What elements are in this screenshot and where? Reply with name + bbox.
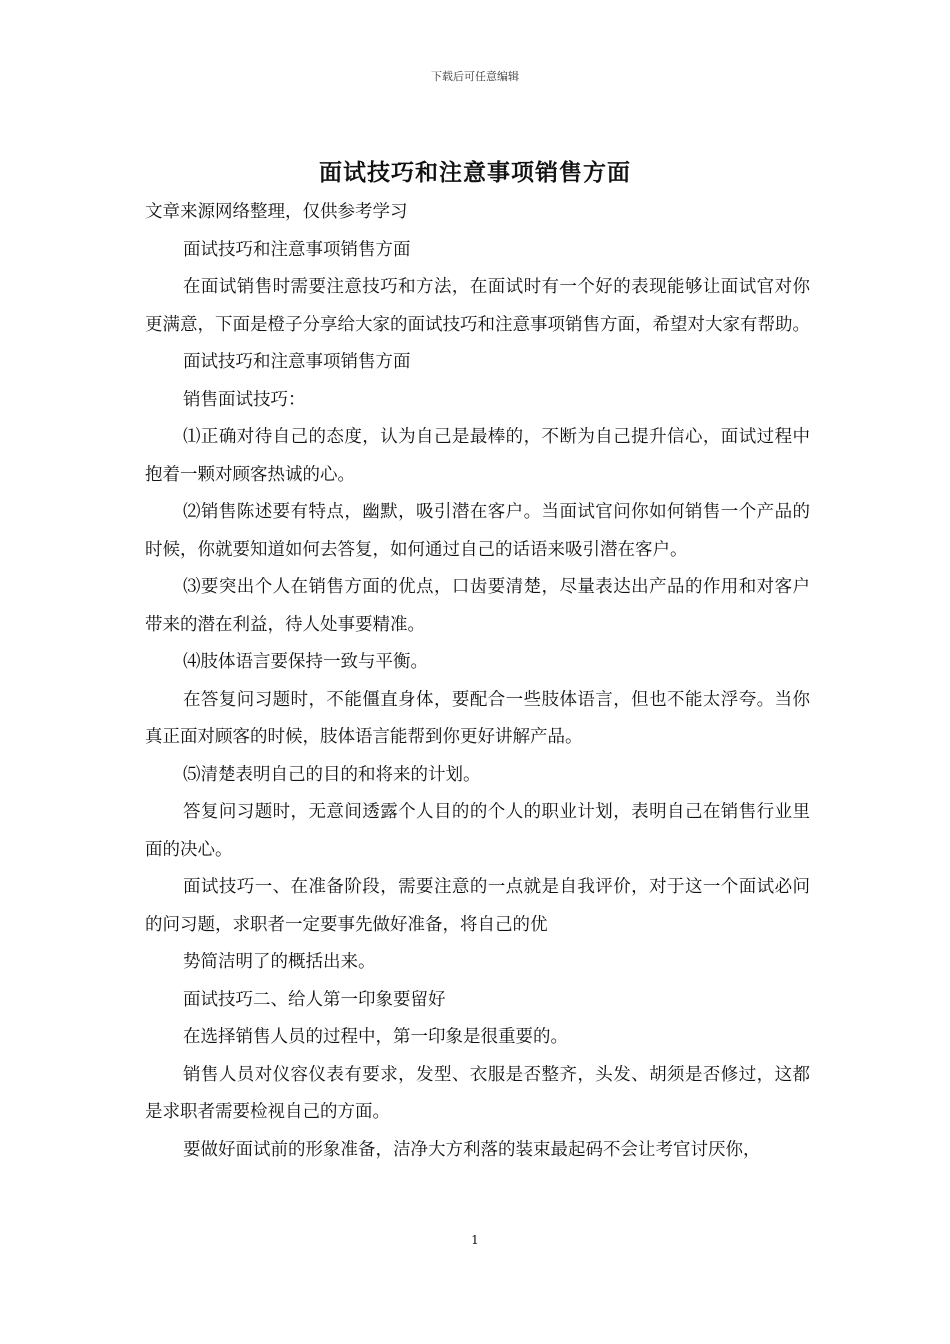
skill-one-continuation: 势简洁明了的概括出来。: [183, 952, 376, 972]
skill-one-paragraph: 面试技巧一、在准备阶段，需要注意的一点就是自我评价，对于这一个面试必问的问习题，求职者一定要事先做好准备，将自己的优: [145, 877, 810, 935]
tip-1-paragraph: ⑴正确对待自己的态度，认为自己是最棒的，不断为自己提升信心，面试过程中抱着一颗对顾客热诚的心。: [145, 427, 810, 485]
skill-two-heading: 面试技巧二、给人第一印象要留好: [183, 989, 446, 1010]
page-number: 1: [471, 1233, 479, 1247]
tip-3-paragraph: ⑶要突出个人在销售方面的优点，口齿要清楚，尽量表达出产品的作用和对客户带来的潜在利益，待人处事要精准。: [145, 577, 810, 635]
document-title: 面试技巧和注意事项销售方面: [319, 159, 631, 186]
first-impression-paragraph: 在选择销售人员的过程中，第一印象是很重要的。: [183, 1027, 568, 1047]
career-plan-paragraph: 答复问习题时，无意间透露个人目的的个人的职业计划，表明自己在销售行业里面的决心。: [145, 802, 810, 860]
tip-2-paragraph: ⑵销售陈述要有特点，幽默，吸引潜在客户。当面试官问你如何销售一个产品的时候，你就要知道如何去答复，如何通过自己的话语来吸引潜在客户。: [145, 502, 810, 560]
source-note-paragraph: 文章来源网络整理，仅供参考学习: [145, 202, 408, 222]
body-language-paragraph: 在答复问习题时，不能僵直身体，要配合一些肢体语言，但也不能太浮夸。当你真正面对顾客的时候，肢体语言能帮到你更好讲解产品。: [145, 689, 810, 747]
appearance-paragraph: 销售人员对仪容仪表有要求，发型、衣服是否整齐，头发、胡须是否修过，这都是求职者需要检视自己的方面。: [145, 1064, 810, 1122]
sales-tips-heading: 销售面试技巧：: [183, 389, 306, 410]
document-body: [145, 194, 810, 1169]
page-header-note: 下载后可任意编辑: [431, 70, 519, 83]
tip-5-paragraph: ⑸清楚表明自己的目的和将来的计划。: [183, 764, 481, 785]
subtitle-paragraph: 面试技巧和注意事项销售方面: [183, 239, 411, 260]
image-preparation-paragraph: 要做好面试前的形象准备，洁净大方利落的装束最起码不会让考官讨厌你，: [183, 1139, 761, 1160]
tip-4-paragraph: ⑷肢体语言要保持一致与平衡。: [183, 652, 428, 672]
intro-paragraph: 在面试销售时需要注意技巧和方法，在面试时有一个好的表现能够让面试官对你更满意，下面是橙子分享给大家的面试技巧和注意事项销售方面，希望对大家有帮助。: [145, 277, 810, 335]
section-heading-paragraph: 面试技巧和注意事项销售方面: [183, 352, 411, 372]
